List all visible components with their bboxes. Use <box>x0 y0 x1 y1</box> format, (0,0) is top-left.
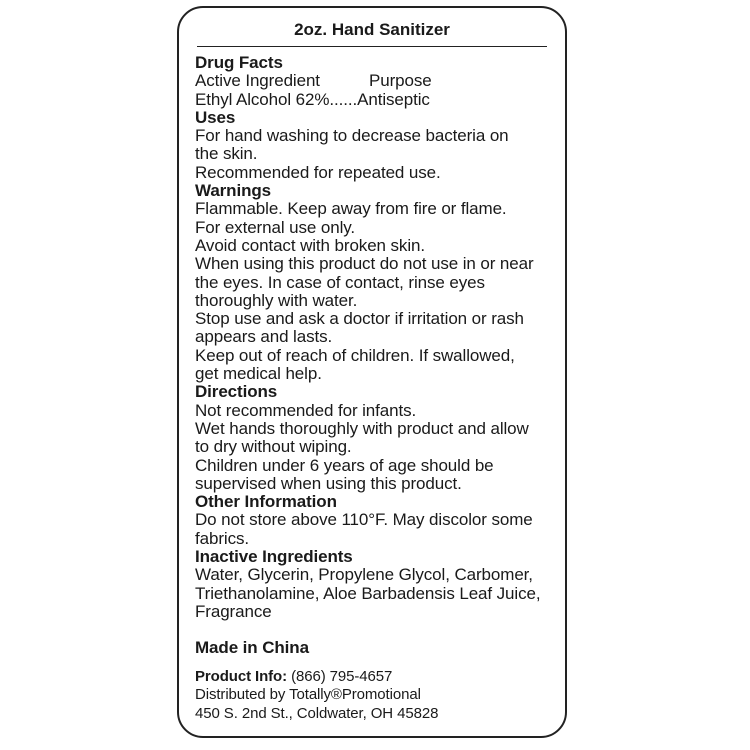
inactive-ingredients-line: Water, Glycerin, Propylene Glycol, Carbomer, <box>195 565 533 585</box>
label-content <box>195 54 557 723</box>
label-title: 2oz. Hand Sanitizer <box>197 18 547 47</box>
directions-line: Wet hands thoroughly with product and allow <box>195 418 529 438</box>
inactive-ingredients-line: Triethanolamine, Aloe Barbadensis Leaf Juice, <box>195 583 541 603</box>
distributor-line: Distributed by Totally®Promotional <box>195 686 421 703</box>
product-info-phone: (866) 795-4657 <box>287 667 393 685</box>
warnings-line: Flammable. Keep away from fire or flame. <box>195 199 507 219</box>
made-in: Made in China <box>195 638 309 658</box>
other-information-heading: Other Information <box>195 492 337 512</box>
warnings-line: thoroughly with water. <box>195 290 358 310</box>
directions-line: supervised when using this product. <box>195 473 462 493</box>
directions-heading: Directions <box>195 382 278 402</box>
purpose-value: Antiseptic <box>357 89 430 109</box>
inactive-ingredients-line: Fragrance <box>195 601 272 621</box>
active-ingredient-value: Ethyl Alcohol 62%...... <box>195 89 358 109</box>
inactive-ingredients-heading: Inactive Ingredients <box>195 547 353 567</box>
warnings-line: appears and lasts. <box>195 327 333 347</box>
uses-heading: Uses <box>195 107 236 127</box>
directions-line: Children under 6 years of age should be <box>195 455 494 475</box>
purpose-label: Purpose <box>369 71 432 91</box>
warnings-line: When using this product do not use in or near <box>195 254 534 274</box>
drug-facts-label <box>177 6 567 738</box>
active-ingredient-header-row <box>195 72 557 90</box>
warnings-heading: Warnings <box>195 181 272 201</box>
directions-line: Not recommended for infants. <box>195 400 417 420</box>
active-ingredient-label: Active Ingredient <box>195 71 320 91</box>
uses-line: For hand washing to decrease bacteria on <box>195 126 509 146</box>
warnings-line: Avoid contact with broken skin. <box>195 235 425 255</box>
other-information-line: fabrics. <box>195 528 249 548</box>
address-line: 450 S. 2nd St., Coldwater, OH 45828 <box>195 704 439 722</box>
warnings-line: the eyes. In case of contact, rinse eyes <box>195 272 485 292</box>
warnings-line: Stop use and ask a doctor if irritation or rash <box>195 309 524 329</box>
product-info-label: Product Info: <box>195 667 288 685</box>
warnings-line: For external use only. <box>195 217 356 237</box>
warnings-line: Keep out of reach of children. If swallowed, <box>195 345 515 365</box>
uses-line: the skin. <box>195 144 258 164</box>
product-info-line <box>195 668 557 687</box>
active-ingredient-row <box>195 91 557 109</box>
other-information-line: Do not store above 110°F. May discolor some <box>195 510 533 530</box>
drug-facts-heading: Drug Facts <box>195 53 283 72</box>
directions-line: to dry without wiping. <box>195 437 352 457</box>
warnings-line: get medical help. <box>195 364 322 384</box>
uses-line: Recommended for repeated use. <box>195 162 441 182</box>
